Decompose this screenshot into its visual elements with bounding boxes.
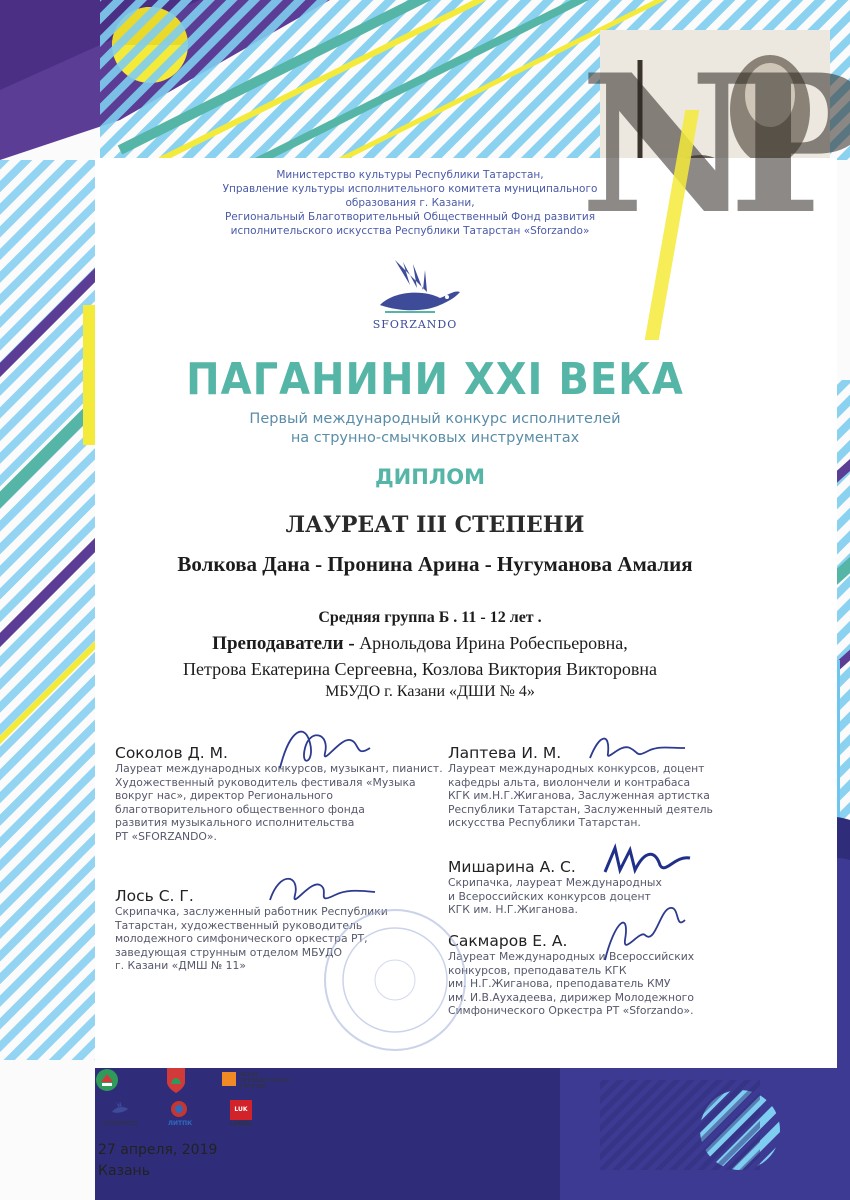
award-degree: ЛАУРЕАТ III СТЕПЕНИ xyxy=(285,512,585,538)
jury-desc-line: им. Н.Г.Жиганова, преподаватель КМУ xyxy=(448,977,671,991)
sforzando-small-label: SFORZANDO xyxy=(102,1121,138,1127)
jury-desc-line: развития музыкального исполнительства xyxy=(115,816,355,830)
age-group: Средняя группа Б . 11 - 12 лет . xyxy=(318,609,542,626)
org-line: Региональный Благотворительный Общественный Фонд развития xyxy=(224,211,596,223)
jury-desc-line: Лауреат международных конкурсов, доцент xyxy=(448,762,705,775)
document-type: ДИПЛОМ xyxy=(374,465,486,489)
subtitle-line: на струнно-смычковых инструментах xyxy=(290,430,580,446)
jury-desc-line: благотворительного общественного фонда xyxy=(115,802,365,816)
jury-desc-line: Скрипачка, лауреат Международных xyxy=(448,876,662,889)
org-line: исполнительского искусства Республики Татарстан «Sforzando» xyxy=(230,225,590,237)
monogram-text: NP xyxy=(580,33,847,256)
jury-desc-line: Скрипачка, заслуженный работник Республики xyxy=(115,905,388,918)
jury-desc-line: и Всероссийских конкурсов доцент xyxy=(448,889,651,903)
teachers-line-2: Петрова Екатерина Сергеевна, Козлова Виктория Викторовна xyxy=(183,659,657,679)
jury-desc-line: им. И.В.Аухадеева, дирижер Молодежного xyxy=(448,990,694,1004)
litpk-label: ЛИТПК xyxy=(167,1120,193,1127)
signature xyxy=(270,718,380,778)
org-line: Министерство культуры Республики Татарстан, xyxy=(276,169,544,181)
school-name: МБУДО г. Казани «ДШИ № 4» xyxy=(325,683,535,700)
issue-city: Казань xyxy=(98,1163,150,1179)
jury-desc-line: КГК им. Н.Г.Жиганова. xyxy=(448,903,578,917)
jury-desc-line: Симфонического Оркестра РТ «Sforzando». xyxy=(448,1004,694,1018)
jury-desc-line: Лауреат международных конкурсов, музыкант, пианист. xyxy=(115,762,443,775)
jury-name: Лось С. Г. xyxy=(115,887,194,905)
brand-name: SFORZANDO xyxy=(372,318,458,331)
kazan-coat-of-arms-icon xyxy=(165,1066,187,1094)
competition-title: ПАГАНИНИ XXI ВЕКА xyxy=(186,355,684,405)
signature xyxy=(580,728,690,768)
org-line: образования г. Казани, xyxy=(345,197,475,209)
presidential-grants-logo xyxy=(222,1070,302,1090)
jury-description xyxy=(448,762,738,830)
signature xyxy=(595,840,695,880)
grants-label: ФОНД ПРЕЗИДЕНТСКИХ ГРАНТОВ xyxy=(240,1072,290,1090)
jury-desc-line: искусства Республики Татарстан. xyxy=(448,816,641,830)
lukoil-mark: LUK xyxy=(234,1106,248,1113)
jury-desc-line: Татарстан, художественный руководитель xyxy=(115,918,363,932)
subtitle-line: Первый международный конкурс исполнителей xyxy=(249,411,621,427)
jury-desc-line: Лауреат Международных и Всероссийских xyxy=(448,950,695,963)
jury-name: Мишарина А. С. xyxy=(448,858,576,876)
jury-desc-line: кафедры альта, виолончели и контрабаса xyxy=(448,775,691,789)
jury-desc-line: Художественный руководитель фестиваля «Музыка xyxy=(115,775,416,789)
jury-desc-line: молодежного симфонического оркестра РТ, xyxy=(115,932,368,946)
jury-desc-line: РТ «SFORZANDO». xyxy=(115,829,217,843)
jury-desc-line: КГК им.Н.Г.Жиганова, Заслуженная артистка xyxy=(448,789,710,803)
jury-desc-line: конкурсов, преподаватель КГК xyxy=(448,963,627,977)
teachers-label: Преподаватели - xyxy=(212,633,355,654)
litpk-logo-icon xyxy=(168,1100,190,1118)
org-line: Управление культуры исполнительного комитета муниципального xyxy=(222,183,598,195)
jury-desc-line: г. Казани «ДМШ № 11» xyxy=(115,959,247,973)
sforzando-small-logo-icon xyxy=(108,1100,130,1118)
organizations-header xyxy=(200,168,620,238)
issue-date: 27 апреля, 2019 xyxy=(98,1142,218,1158)
jury-name: Лаптева И. М. xyxy=(448,744,562,762)
official-stamp xyxy=(320,905,470,1055)
jury-desc-line: заведующая струнным отделом МБУДО xyxy=(115,945,343,959)
participants: Волкова Дана - Пронина Арина - Нугуманова Амалия xyxy=(177,552,693,576)
teacher-names: Арнольдова Ирина Робеспьеровна, xyxy=(359,633,628,653)
jury-name: Сакмаров Е. А. xyxy=(448,932,568,950)
jury-desc-line: Республики Татарстан, Заслуженный деятель xyxy=(448,802,713,816)
competition-subtitle xyxy=(175,410,695,448)
jury-name: Соколов Д. М. xyxy=(115,744,228,762)
lukoil-logo xyxy=(230,1100,252,1120)
tatarstan-emblem-icon xyxy=(95,1068,119,1092)
lukoil-label: LUKOIL xyxy=(229,1121,253,1127)
jury-desc-line: вокруг нас», директор Регионального xyxy=(115,789,333,803)
teachers-line-1 xyxy=(110,633,730,655)
signature xyxy=(585,900,695,970)
